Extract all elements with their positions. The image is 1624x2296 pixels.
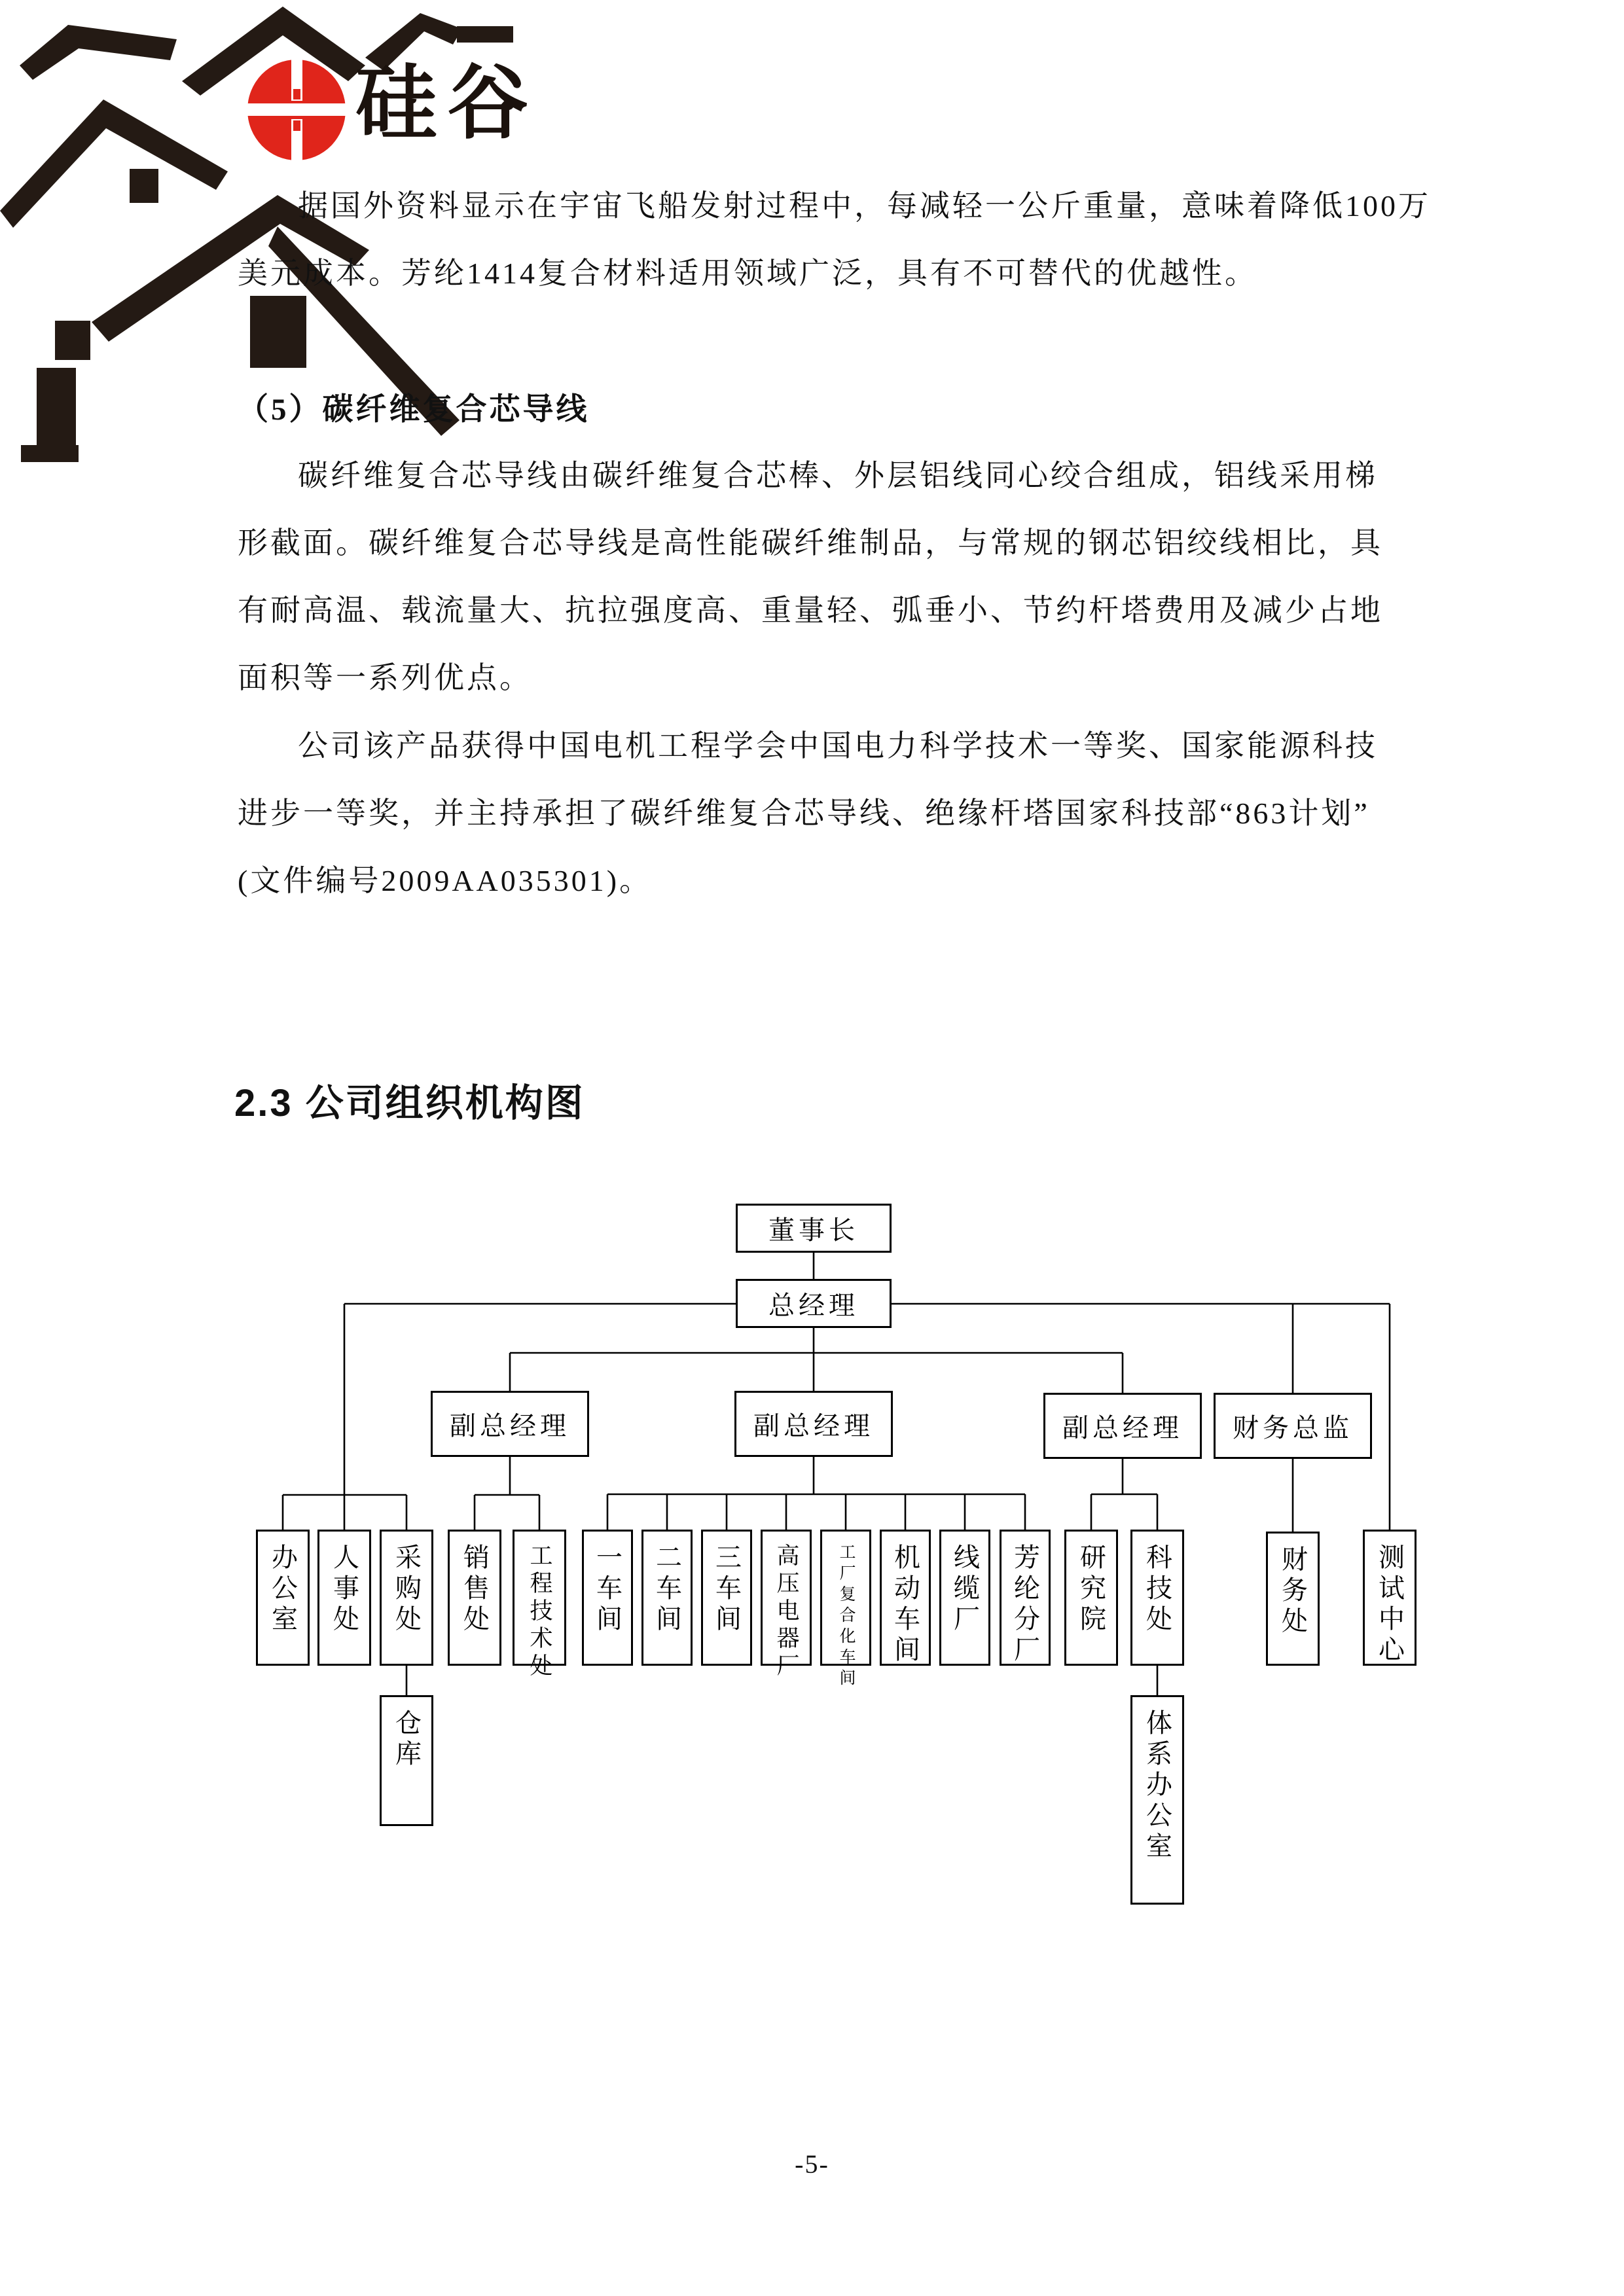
paragraph-line: 美元成本。芳纶1414复合材料适用领域广泛，具有不可替代的优越性。 bbox=[238, 257, 1257, 290]
logo-brand-text: 硅谷 bbox=[355, 58, 539, 149]
org-node-purchasing: 采购处 bbox=[380, 1530, 433, 1666]
org-node-vgm1: 副总经理 bbox=[431, 1391, 589, 1457]
org-node-cfo: 财务总监 bbox=[1214, 1393, 1372, 1459]
sub-heading: （5）碳纤维复合芯导线 bbox=[238, 393, 590, 427]
org-node-ws2: 二车间 bbox=[641, 1530, 693, 1666]
org-node-research: 研究院 bbox=[1064, 1530, 1118, 1666]
paragraph-line: 碳纤维复合芯导线由碳纤维复合芯棒、外层铝线同心绞合组成，铝线采用梯 bbox=[298, 459, 1378, 492]
paragraph-line: 有耐高温、载流量大、抗拉强度高、重量轻、弧垂小、节约杆塔费用及减少占地 bbox=[238, 594, 1383, 627]
org-node-hv: 高压电器厂 bbox=[761, 1530, 812, 1666]
org-node-finance: 财务处 bbox=[1266, 1532, 1320, 1666]
org-node-warehouse: 仓库 bbox=[380, 1695, 433, 1826]
page-number: -5- bbox=[795, 2149, 829, 2179]
org-node-aramid: 芳纶分厂 bbox=[1000, 1530, 1051, 1666]
paragraph-line: 形截面。碳纤维复合芯导线是高性能碳纤维制品，与常规的钢芯铝绞线相比，具 bbox=[238, 526, 1383, 560]
paragraph-line: 公司该产品获得中国电机工程学会中国电力科学技术一等奖、国家能源科技 bbox=[298, 729, 1378, 762]
org-node-hr: 人事处 bbox=[317, 1530, 371, 1666]
org-node-ws1: 一车间 bbox=[582, 1530, 633, 1666]
org-node-chairman: 董事长 bbox=[736, 1204, 892, 1253]
paragraph-line: 据国外资料显示在宇宙飞船发射过程中，每减轻一公斤重量，意味着降低100万 bbox=[298, 189, 1431, 223]
org-node-scitech: 科技处 bbox=[1130, 1530, 1184, 1666]
org-node-sales: 销售处 bbox=[448, 1530, 501, 1666]
org-node-composite: 工厂复合化车间 bbox=[820, 1530, 871, 1666]
org-node-office: 办公室 bbox=[256, 1530, 310, 1666]
org-node-testing: 测试中心 bbox=[1363, 1530, 1416, 1666]
paragraph-line: (文件编号2009AA035301)。 bbox=[238, 864, 653, 897]
org-node-motor: 机动车间 bbox=[880, 1530, 931, 1666]
paragraph-line: 面积等一系列优点。 bbox=[238, 661, 532, 694]
org-node-sysoffice: 体系办公室 bbox=[1130, 1695, 1184, 1905]
org-node-engtech: 工程技术处 bbox=[513, 1530, 566, 1666]
org-node-vgm2: 副总经理 bbox=[734, 1391, 893, 1457]
org-node-vgm3: 副总经理 bbox=[1043, 1393, 1202, 1459]
org-node-gm: 总经理 bbox=[736, 1279, 892, 1328]
org-node-cable: 线缆厂 bbox=[939, 1530, 990, 1666]
paragraph-line: 进步一等奖，并主持承担了碳纤维复合芯导线、绝缘杆塔国家科技部“863计划” bbox=[238, 797, 1370, 830]
section-heading: 2.3 公司组织机构图 bbox=[234, 1082, 585, 1124]
org-node-ws3: 三车间 bbox=[701, 1530, 752, 1666]
